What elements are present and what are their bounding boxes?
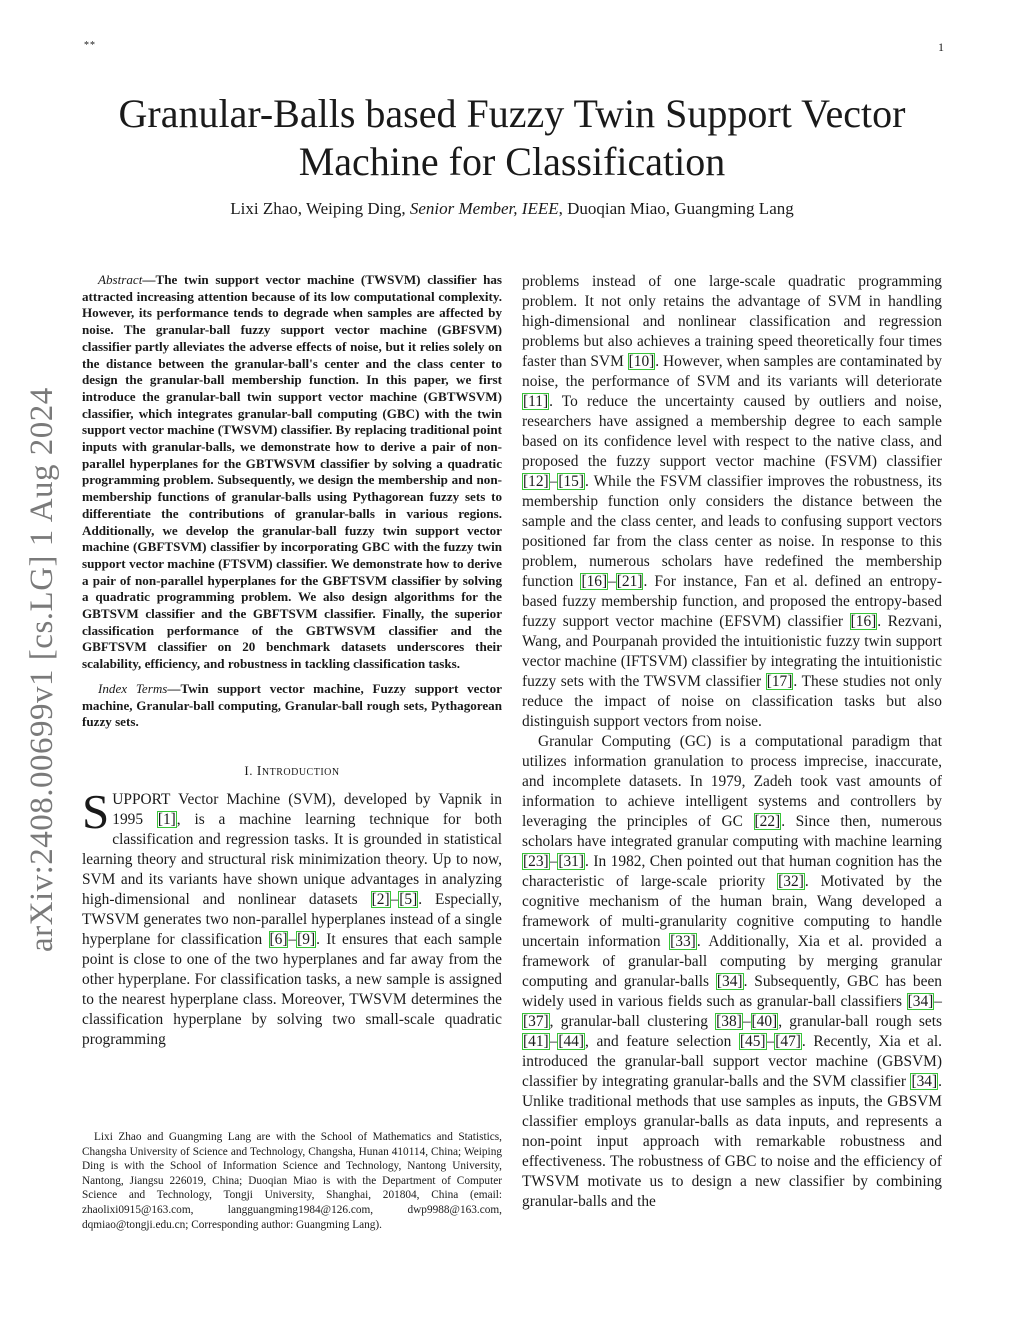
index-terms-label: Index Terms [98, 680, 168, 696]
text-run: – [549, 853, 558, 870]
index-terms-text: —Twin support vector machine, Fuzzy support vector machine, Granular-ball computing, Granular-ball rough sets, Pythagorean fuzzy sets. [82, 680, 502, 730]
drop-cap-letter: S [82, 783, 110, 839]
author-affiliation-footnote: Lixi Zhao and Guangming Lang are with the School of Mathematics and Statistics, Changsha University of Science and Technology, Changsha, Hunan 410114, China; Weiping Ding is with the School of Information Science and Technology, Nantong University, Nantong, Jiangsu 226019, China; Duoqian Miao is with the Department of Computer Science and Technology, Tongji University, Shanghai, 201804, China (email: zhaolixi0915@163.com, langguangming1984@126.com, dwp9988@163.com, dqmiao@tongji.edu.cn; Corresponding author: Guangming Lang). [82, 1131, 502, 1231]
intro-paragraph-1-continued [522, 272, 942, 732]
text-run: – [288, 930, 297, 948]
citation-link[interactable]: [2] [371, 890, 390, 908]
citation-link[interactable]: [34] [907, 993, 934, 1010]
citation-link[interactable]: [23] [523, 853, 549, 870]
citation-link[interactable]: [9] [297, 930, 316, 948]
citation-link[interactable]: [32] [778, 873, 804, 890]
section-heading-introduction [82, 763, 502, 780]
citation-link[interactable]: [11] [523, 393, 549, 410]
text-run: . It ensures that each sample point is close to one of the two hyperplanes and far away from the other hyperplane. For classification tasks, a new sample is assigned to the nearest hyperplane class. Moreover, TWSVM determines the classification hyperplane by solving two small-scale quadratic programming [82, 930, 502, 1048]
abstract-label: Abstract [98, 272, 143, 287]
text-run: . While the FSVM classifier improves the robustness, its membership function only considers the distance between the sample and the class center, and leads to confusing support vectors positioned far from the class center as noise. In response to this problem, numerous scholars have redefined the membership function [522, 473, 942, 590]
text-run: . Unlike traditional methods that use samples as inputs, the GBSVM classifier employs granular-balls as data inputs, and represents a non-point input approach with remarkable robustness and effectiveness. The robustness of GBC to noise and the efficiency of TWSVM motivate us to design a new classifier by combining granular-balls and the [522, 1073, 942, 1210]
author-role: Senior Member, IEEE [409, 199, 559, 218]
text-run: , is a machine learning technique for both classification and regression tasks. It is grounded in statistical learning theory and structural risk minimization theory. Up to now, SVM and its variants have shown unique advantages in analyzing high-dimensional and nonlinear datasets [82, 810, 502, 908]
text-run: . To reduce the uncertainty caused by outliers and noise, researchers have assigned a membership degree to each sample based on its confidence level with respect to the native class, and proposed the fuzzy support vector machine (FSVM) classifier [522, 393, 942, 470]
citation-link[interactable]: [15] [558, 473, 585, 490]
text-run: – [934, 993, 942, 1010]
text-run: – [549, 473, 558, 490]
citation-link[interactable]: [38] [716, 1013, 742, 1030]
author-line [84, 198, 940, 220]
citation-link[interactable]: [40] [751, 1013, 778, 1030]
citation-link[interactable]: [6] [269, 930, 288, 948]
running-header-mark: ** [84, 40, 96, 51]
text-run: – [742, 1013, 751, 1030]
text-run: . Additionally, Xia et al. provided a framework of granular-ball computing by merging granular computing and granular-balls [522, 933, 942, 990]
text-run: – [608, 573, 616, 590]
text-run: . Rezvani, Wang, and Pourpanah provided the intuitionistic fuzzy twin support vector machine (IFTSVM) classifier by integrating the intuitionistic fuzzy sets with the TWSVM classifier [522, 613, 942, 690]
citation-link[interactable]: [16] [581, 573, 608, 590]
text-run: . For instance, Fan et al. defined an entropy-based fuzzy membership function, and proposed the entropy-based fuzzy support vector machine (EFSVM) classifier [522, 573, 943, 630]
text-run: – [390, 890, 399, 908]
citation-link[interactable]: [34] [911, 1073, 938, 1090]
text-run: Vector Machine (SVM), developed by Vapnik in 1995 [112, 790, 502, 828]
page-number: 1 [938, 40, 944, 54]
section-title: Introduction [256, 763, 340, 779]
text-run: . Since then, numerous scholars have integrated granular computing with machine learning [522, 813, 942, 850]
intro-paragraph-2 [522, 732, 942, 1212]
citation-link[interactable]: [5] [399, 890, 418, 908]
left-column [82, 272, 502, 1050]
text-run: . Recently, Xia et al. introduced the granular-ball support vector machine (GBSVM) classifier by integrating granular-balls and the SVM classifier [522, 1033, 942, 1090]
citation-link[interactable]: [22] [754, 813, 781, 830]
citation-link[interactable]: [31] [558, 853, 585, 870]
abstract [82, 272, 502, 673]
text-run: , granular-ball rough sets [778, 1013, 942, 1030]
text-run: – [766, 1033, 775, 1050]
citation-link[interactable]: [21] [616, 573, 643, 590]
index-terms [82, 681, 502, 731]
citation-link[interactable]: [47] [775, 1033, 801, 1050]
text-run: . However, when samples are contaminated by noise, the performance of SVM and its variants will deteriorate [522, 353, 942, 390]
text-run: problems instead of one large-scale quadratic programming problem. It not only retains the advantage of SVM in handling high-dimensional and nonlinear classification and regression problems but also achieves a training speed theoretically four times faster than SVM [522, 273, 942, 370]
author-names-1: Lixi Zhao, Weiping Ding, [230, 199, 410, 218]
section-number: I. [244, 762, 257, 778]
citation-link[interactable]: [45] [739, 1033, 766, 1050]
citation-link[interactable]: [17] [766, 673, 793, 690]
citation-link[interactable]: [1] [157, 810, 176, 828]
citation-link[interactable]: [37] [523, 1013, 549, 1030]
citation-link[interactable]: [12] [523, 473, 549, 490]
text-run: , granular-ball clustering [549, 1013, 716, 1030]
text-run: , and feature selection [585, 1033, 739, 1050]
citation-link[interactable]: [33] [670, 933, 696, 950]
smallcaps-word: UPPORT [112, 790, 171, 808]
intro-paragraph-1 [82, 783, 502, 1050]
right-column [522, 272, 942, 1212]
arxiv-identifier-stamp: arXiv:2408.00699v1 [cs.LG] 1 Aug 2024 [24, 387, 60, 952]
text-run: . These studies not only reduce the impact of noise on classification tasks but also distinguish support vectors from noise. [522, 673, 942, 730]
text-run: . Especially, TWSVM generates two non-parallel hyperplanes instead of a single hyperplane for classification [82, 890, 502, 948]
citation-link[interactable]: [44] [558, 1033, 585, 1050]
citation-link[interactable]: [16] [850, 613, 877, 630]
text-run: – [549, 1033, 558, 1050]
text-run: . Subsequently, GBC has been widely used in various fields such as granular-ball classifiers [522, 973, 942, 1010]
text-run: . Motivated by the cognitive mechanism of the human brain, Wang developed a framework of multi-granularity cognitive computing to handle uncertain information [522, 873, 942, 950]
paper-title: Granular-Balls based Fuzzy Twin Support Vector Machine for Classification [118, 91, 906, 184]
citation-link[interactable]: [34] [716, 973, 743, 990]
text-run: Granular Computing (GC) is a computational paradigm that utilizes information granulation to process imprecise, inaccurate, and incomplete datasets. In 1979, Zadeh took vast amounts of information to achieve intelligent systems and controllers by leveraging the principles of GC [522, 733, 942, 830]
author-names-2: , Duoqian Miao, Guangming Lang [558, 199, 794, 218]
citation-link[interactable]: [10] [628, 353, 655, 370]
citation-link[interactable]: [41] [523, 1033, 549, 1050]
text-run: . In 1982, Chen pointed out that human cognition has the characteristic of large-scale priority [522, 853, 942, 890]
abstract-text: —The twin support vector machine (TWSVM) classifier has attracted increasing attention because of its low computational complexity. However, its performance tends to degrade when samples are affected by noise. The granular-ball fuzzy support vector machine (GBFSVM) classifier partly alleviates the adverse effects of noise, but it relies solely on the distance between the granular-ball's center and the class center to design the granular-ball membership function. In this paper, we first introduce the granular-ball twin support vector machine (GBTWSVM) classifier, which integrates granular-ball computing (GBC) with the twin support vector machine (TWSVM) classifier. By replacing traditional point inputs with granular-balls, we demonstrate how to derive a pair of non-parallel hyperplanes for the GBTWSVM classifier by solving a quadratic programming problem. Subsequently, we design the membership and non-membership functions of granular-balls using Pythagorean fuzzy sets to differentiate the contributions of granular-balls in various regions. Additionally, we develop the granular-ball fuzzy twin support vector machine (GBFTSVM) classifier by incorporating GBC with the fuzzy twin support vector machine (FTSVM) classifier. We demonstrate how to derive a pair of non-parallel hyperplanes for the GBFTSVM classifier by solving a quadratic programming problem. We also design algorithms for the GBTSVM classifier and the GBFTSVM classifier. Finally, the superior classification performance of the GBTWSVM classifier and the GBFTSVM classifier on 20 benchmark datasets underscores their scalability, efficiency, and robustness in tackling classification tasks. [82, 272, 502, 672]
